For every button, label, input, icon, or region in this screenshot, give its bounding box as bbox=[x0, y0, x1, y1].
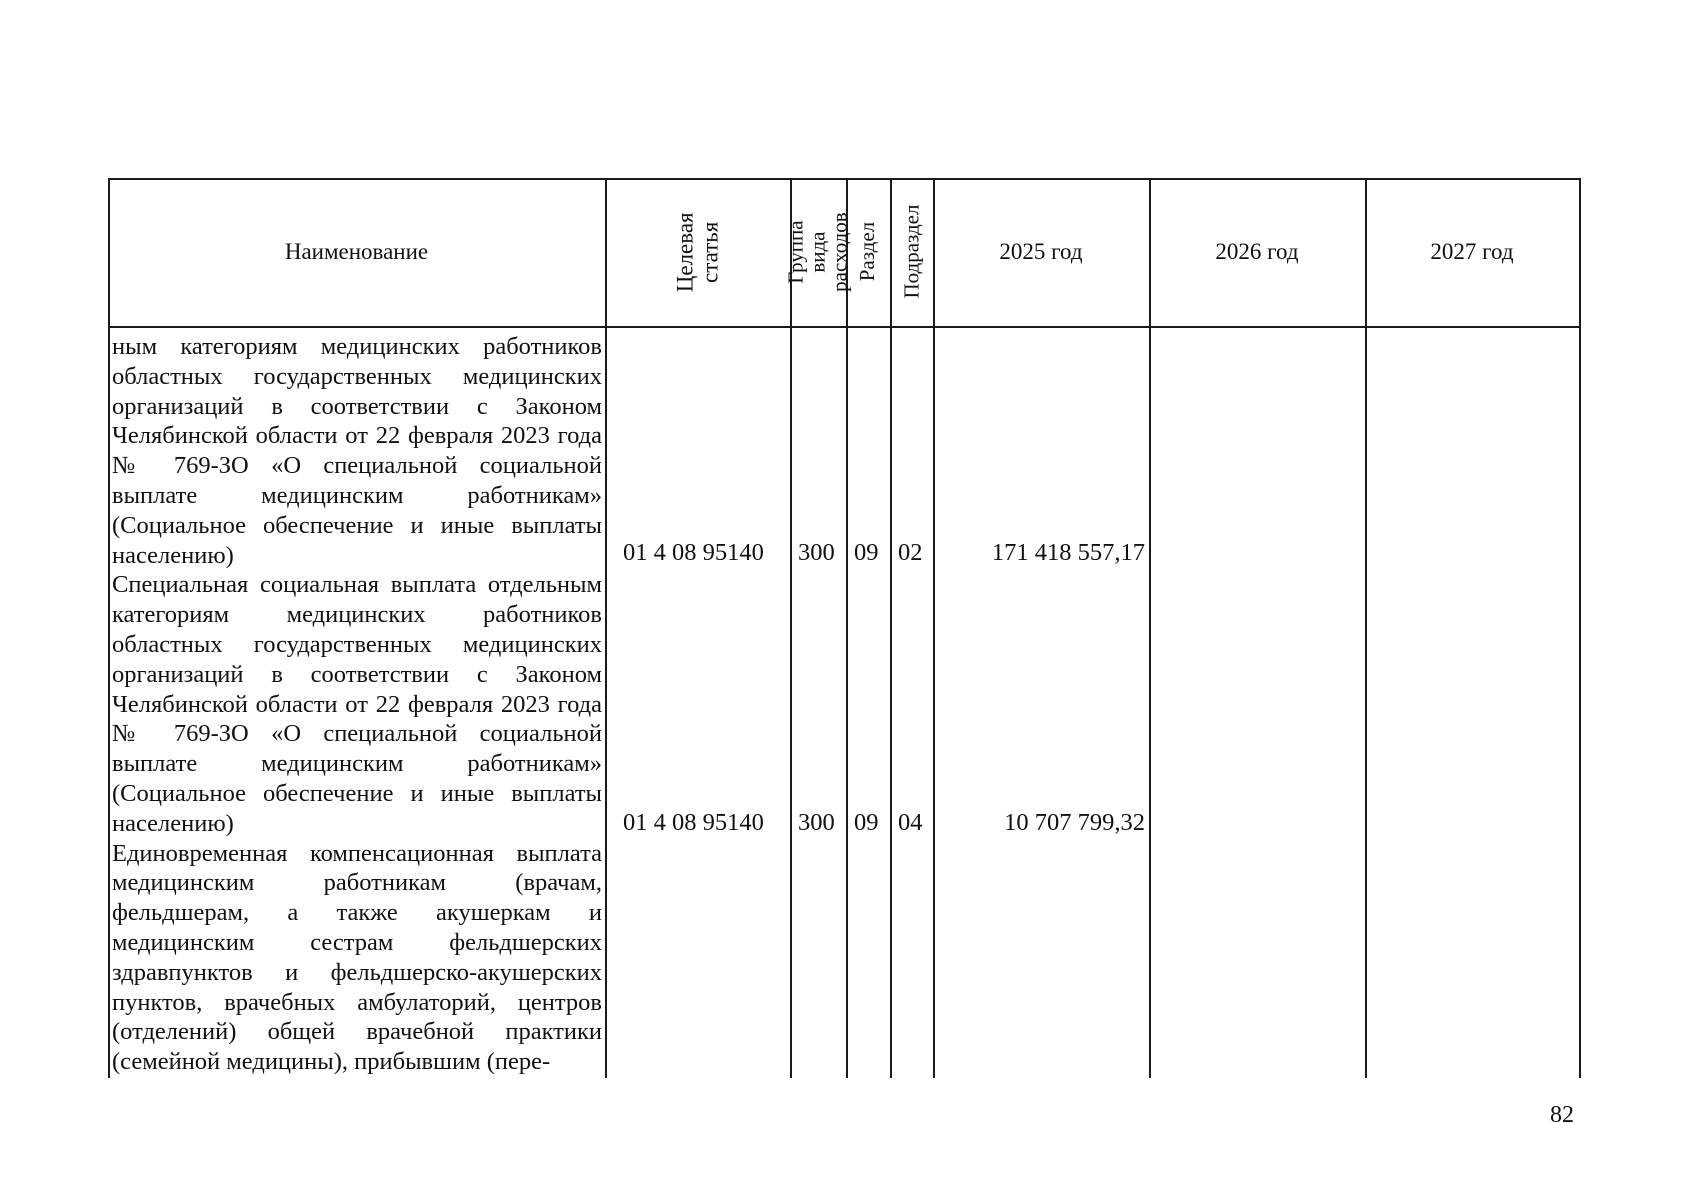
header-year-2026-label: 2026 год bbox=[1215, 239, 1299, 265]
row-1-name: ным категориям медицинских работников областных государственных медицинских организаций в соответствии с Законом Челябинской области от 22 февраля 2023 года № 769-ЗО «О специальной социальной выплате медицинским работникам» (Социальное обеспечение и иные выплаты населению) bbox=[112, 333, 602, 569]
row-2-name: Специальная социальная выплата отдельным категориям медицинских работников областных государственных медицинских организаций в соответствии с Законом Челябинской области от 22 февраля 2023 года № 769-ЗО «О специальной социальной выплате медицинским работникам» (Социальное обеспечение и иные выплаты населению) bbox=[112, 571, 602, 837]
header-year-2027 bbox=[1365, 178, 1579, 326]
header-target-article-label: Целевая статья bbox=[672, 212, 723, 292]
header-year-2026 bbox=[1149, 178, 1365, 326]
header-section bbox=[846, 178, 890, 326]
header-year-2025-label: 2025 год bbox=[999, 239, 1083, 265]
row-1-subsection: 02 bbox=[898, 539, 923, 566]
header-year-2027-label: 2027 год bbox=[1430, 239, 1514, 265]
row-1-year-2025: 171 418 557,17 bbox=[991, 539, 1145, 566]
row-1-target-article: 01 4 08 95140 bbox=[623, 539, 764, 566]
name-column bbox=[112, 332, 602, 1077]
header-name bbox=[108, 178, 605, 326]
row-2-target-article: 01 4 08 95140 bbox=[623, 809, 764, 836]
header-year-2025 bbox=[933, 178, 1149, 326]
row-1-section: 09 bbox=[854, 539, 879, 566]
header-bottom-border bbox=[108, 326, 1581, 328]
header-subsection-label: Подраздел bbox=[898, 205, 923, 299]
row-1-expense-group: 300 bbox=[798, 539, 835, 566]
budget-table bbox=[108, 178, 1581, 1078]
header-section-label: Раздел bbox=[855, 222, 880, 282]
row-2-subsection: 04 bbox=[898, 809, 923, 836]
header-subsection bbox=[890, 178, 933, 326]
table-right-border bbox=[1579, 178, 1581, 1078]
row-2-year-2025: 10 707 799,32 bbox=[1004, 809, 1145, 836]
header-name-label: Наименование bbox=[284, 239, 429, 265]
header-expense-group bbox=[783, 178, 853, 326]
header-target-article bbox=[605, 178, 790, 326]
page-number: 82 bbox=[1550, 1102, 1574, 1128]
row-2-section: 09 bbox=[854, 809, 879, 836]
row-2-expense-group: 300 bbox=[798, 809, 835, 836]
header-expense-group-label: Группа вида расходов bbox=[783, 212, 853, 292]
row-3-name: Единовременная компенсационная выплата медицинским работникам (врачам, фельдшерам, а также акушеркам и медицинским сестрам фельдшерских здравпунктов и фельдшерско-акушерских пунктов, врачебных амбулаторий, центров (отделений) общей врачебной практики (семейной медицины), прибывшим (пере- bbox=[112, 839, 602, 1076]
